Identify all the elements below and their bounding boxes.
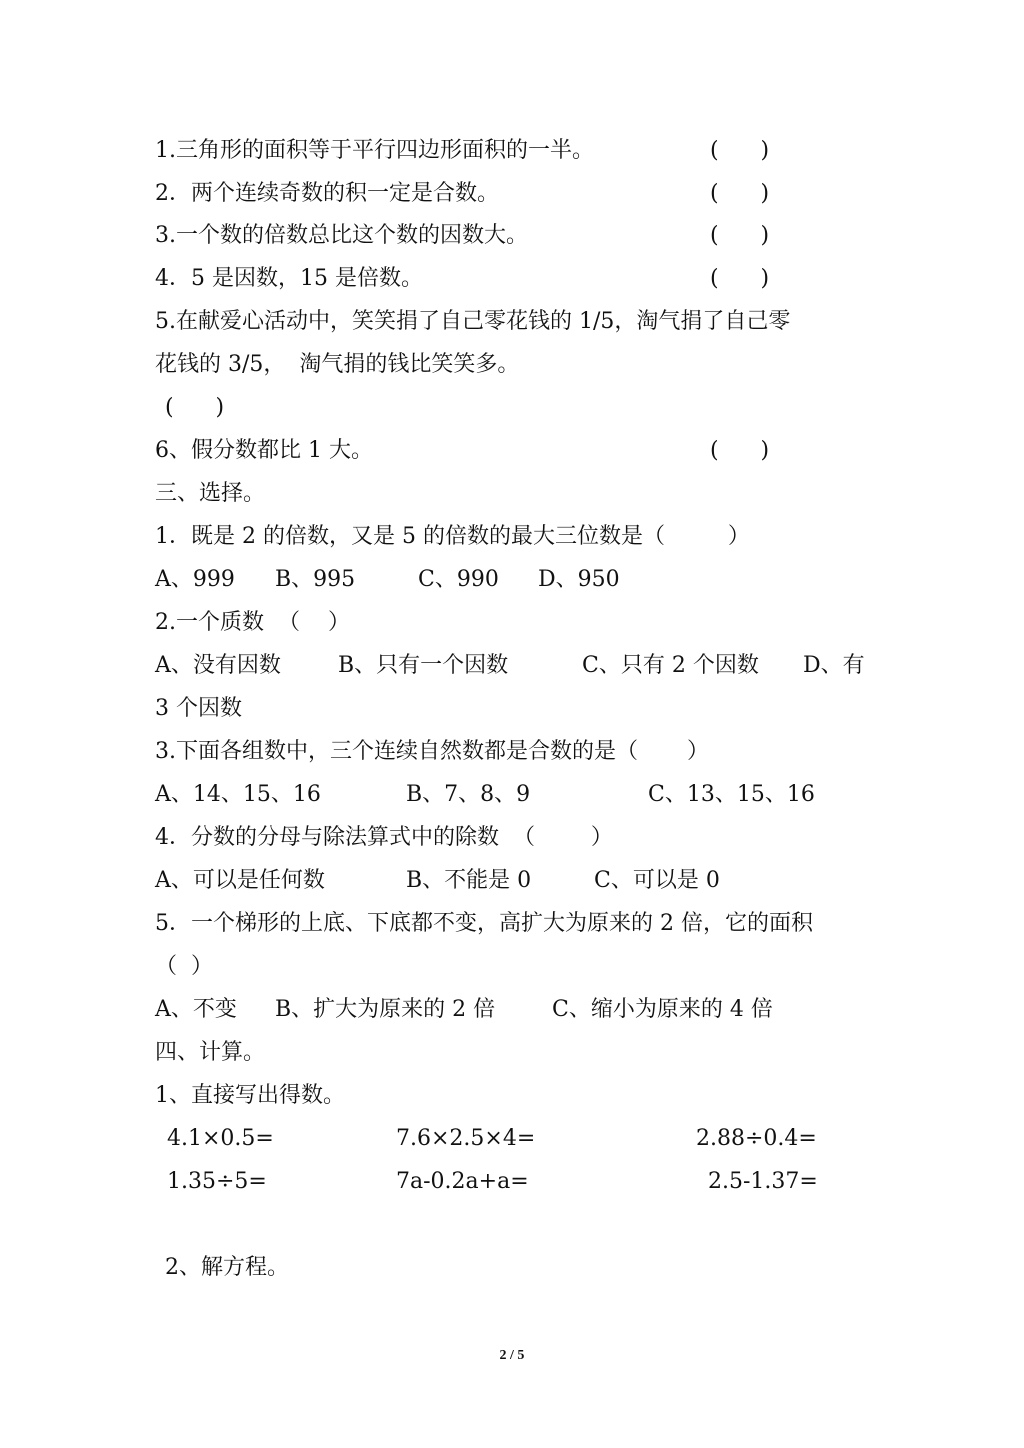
choice-q2-option-d-continuation: 3 个因数 xyxy=(155,696,242,721)
choice-q3-option-c: C、13、15、16 xyxy=(648,782,815,807)
judgement-q1-answer-paren: ( ) xyxy=(710,138,770,163)
choice-q1-option-c: C、990 xyxy=(418,567,499,592)
choice-q1-option-b: B、995 xyxy=(275,567,356,592)
calc-row1-item1: 4.1×0.5= xyxy=(167,1126,274,1151)
calc-row1-item3: 2.88÷0.4= xyxy=(696,1126,817,1151)
choice-q1-option-d: D、950 xyxy=(538,567,620,592)
calc-row1-item2: 7.6×2.5×4= xyxy=(396,1126,536,1151)
choice-q5-answer-paren: （ ） xyxy=(155,954,213,979)
choice-q4-option-b: B、不能是 0 xyxy=(406,868,532,893)
judgement-q3-text: 3.一个数的倍数总比这个数的因数大。 xyxy=(155,223,528,248)
calc-row2-item3: 2.5-1.37= xyxy=(708,1169,818,1194)
choice-q5-text: 5．一个梯形的上底、下底都不变，高扩大为原来的 2 倍，它的面积 xyxy=(155,911,813,936)
choice-q4-option-c: C、可以是 0 xyxy=(594,868,720,893)
judgement-q5-line2: 花钱的 3/5， 淘气捐的钱比笑笑多。 xyxy=(155,352,520,377)
choice-q3-option-a: A、14、15、16 xyxy=(155,782,321,807)
choice-q5-option-a: A、不变 xyxy=(155,997,237,1022)
choice-q1-text: 1．既是 2 的倍数，又是 5 的倍数的最大三位数是（ ） xyxy=(155,524,750,549)
judgement-q6-answer-paren: ( ) xyxy=(710,438,770,463)
judgement-q4-answer-paren: ( ) xyxy=(710,266,770,291)
judgement-q5-line1: 5.在献爱心活动中，笑笑捐了自己零花钱的 1/5，淘气捐了自己零 xyxy=(155,309,791,334)
choice-q2-option-d: D、有 xyxy=(803,653,865,678)
choice-q4-option-a: A、可以是任何数 xyxy=(155,868,325,893)
choice-q2-option-a: A、没有因数 xyxy=(155,653,281,678)
choice-q3-text: 3.下面各组数中，三个连续自然数都是合数的是（ ） xyxy=(155,739,709,764)
choice-q2-text: 2.一个质数 （ ） xyxy=(155,610,350,635)
judgement-q5-answer-paren: ( ) xyxy=(165,395,225,420)
calculation-part2-title: 2、解方程。 xyxy=(165,1255,289,1280)
judgement-q2-answer-paren: ( ) xyxy=(710,181,770,206)
choice-section-heading: 三、选择。 xyxy=(155,481,266,506)
judgement-q3-answer-paren: ( ) xyxy=(710,223,770,248)
choice-q2-option-c: C、只有 2 个因数 xyxy=(582,653,759,678)
choice-q5-option-c: C、缩小为原来的 4 倍 xyxy=(552,997,773,1022)
judgement-q6-text: 6、假分数都比 1 大。 xyxy=(155,438,373,463)
page-number: 2 / 5 xyxy=(499,1348,525,1363)
choice-q3-option-b: B、7、8、9 xyxy=(406,782,531,807)
calculation-part1-title: 1、直接写出得数。 xyxy=(155,1083,345,1108)
choice-q4-text: 4．分数的分母与除法算式中的除数 （ ） xyxy=(155,825,613,850)
calculation-section-heading: 四、计算。 xyxy=(155,1040,266,1065)
judgement-q4-text: 4．5 是因数，15 是倍数。 xyxy=(155,266,423,291)
calc-row2-item2: 7a-0.2a+a= xyxy=(396,1169,529,1194)
choice-q1-option-a: A、999 xyxy=(155,567,235,592)
judgement-q2-text: 2．两个连续奇数的积一定是合数。 xyxy=(155,181,499,206)
judgement-q1-text: 1.三角形的面积等于平行四边形面积的一半。 xyxy=(155,138,594,163)
choice-q2-option-b: B、只有一个因数 xyxy=(338,653,509,678)
calc-row2-item1: 1.35÷5= xyxy=(167,1169,267,1194)
choice-q5-option-b: B、扩大为原来的 2 倍 xyxy=(275,997,496,1022)
